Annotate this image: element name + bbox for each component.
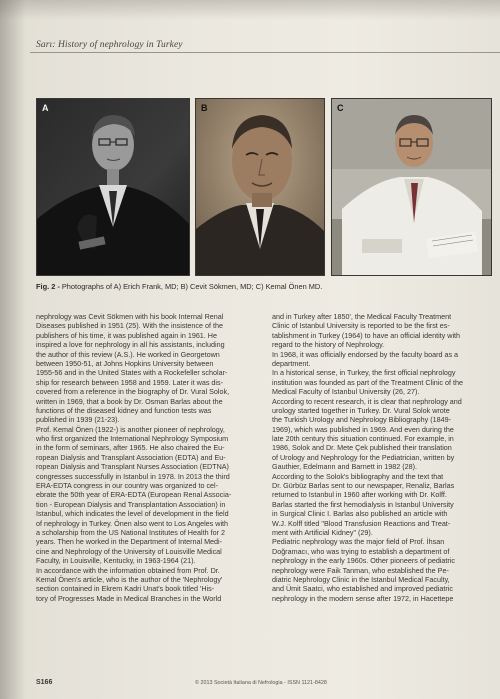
body-text-line: Dr. Gürbüz Barlas sent to our newspaper, Renaliz, Barlas — [272, 481, 455, 491]
body-text-line: In 1968, it was officially endorsed by the faculty board as a — [272, 349, 459, 359]
photo-panel-b — [195, 98, 325, 276]
body-text-line: department. — [272, 358, 311, 368]
panel-letter-a: A — [42, 103, 49, 113]
body-text-line: Gauthier, Edelmann and Barnett in 1982 (28). — [272, 462, 418, 472]
body-column-left — [36, 312, 266, 603]
body-text-line: Clinic of Istanbul University is reported to be the first es- — [272, 321, 450, 331]
panel-letter-b: B — [201, 103, 208, 113]
body-text-line: ropean Dialysis and Transplant Association (EDTA) and Eu- — [36, 452, 226, 462]
body-text-line: Prof. Kemal Önen (1922-) is another pioneer of nephrology, — [36, 424, 225, 434]
body-text-line: nephrology were Faik Tanman, who established the Pe- — [272, 565, 449, 575]
body-text-line: ment with Artificial Kidney" (29). — [272, 527, 373, 537]
body-text-line: years. Then he worked in the Department of Internal Medi- — [36, 537, 223, 547]
body-text-line: the Turkish Urology and Nephrology Bibliography (1849- — [272, 415, 451, 425]
body-text-line: of Urology and Nephrology for the Pediatrician, written by — [272, 452, 455, 462]
page-gutter-shadow — [0, 0, 26, 699]
body-text-line: late 20th century this situation continued. For example, in — [272, 434, 454, 444]
portrait-kemal-onen — [332, 99, 491, 275]
body-text-line: 1986, Solok and Dr. Mete Çek published their translation — [272, 443, 452, 453]
body-text-line: Kemal Önen's article, who is the author of the 'Nephrology' — [36, 574, 223, 584]
body-text-line: functions of the diseased kidney and function tests was — [36, 405, 212, 415]
page-top-shadow — [0, 0, 500, 20]
header-rule — [30, 52, 500, 53]
body-text-line: section contained in Ekrem Kadri Unat's book titled 'His- — [36, 584, 215, 594]
body-text-line: the author of this review (A.S.). He worked in Georgetown — [36, 349, 220, 359]
body-text-line: ERA-EDTA congress in our country was organized to cel- — [36, 481, 219, 491]
body-text-line: published in 1939 (21-23). — [36, 415, 120, 425]
body-text-line: Barlas started the first hemodialysis in Istanbul University — [272, 499, 454, 509]
body-text-line: 1955-56 and in the United States with a Rockefeller scholar- — [36, 368, 228, 378]
body-text-line: diatric Nephrology Clinic in the Istanbul Medical Faculty, — [272, 574, 450, 584]
body-text-line: Diseases published in 1951 (25). With the insistence of the — [36, 321, 223, 331]
body-text-line: Doğramacı, who was trying to establish a department of — [272, 546, 450, 556]
body-text-line: a scholarship from the US National Institutes of Health for 2 — [36, 527, 225, 537]
figure-caption-text: Photographs of A) Erich Frank, MD; B) Cevit Sökmen, MD; C) Kemal Önen MD. — [59, 282, 323, 291]
body-text-line: 1969), which was published in 1969. And even during the — [272, 424, 454, 434]
body-text-line: ropean Dialysis and Transplant Nurses Association (EDTNA) — [36, 462, 229, 472]
body-text-line: covered from a reference in the biography of Dr. Vural Solok, — [36, 387, 230, 397]
body-text-line: regard to the history of Nephrology. — [272, 340, 385, 350]
page-number: S166 — [36, 679, 53, 686]
body-text-line: tablishment in Turkey (1964) to have an official identity with — [272, 330, 461, 340]
body-text-line: ship for research between 1958 and 1959. Later it was dis- — [36, 377, 223, 387]
body-text-line: cine and Nephrology of the University of Louisville Medical — [36, 546, 222, 556]
body-text-line: written in 1969, that a book by Dr. Osman Barlas about the — [36, 396, 223, 406]
body-text-line: In accordance with the information obtained from Prof. Dr. — [36, 565, 220, 575]
body-text-line: returned to Istanbul in 1960 after working with Dr. Kolff. — [272, 490, 447, 500]
body-text-line: Istanbul, which indicates the level of development in the field — [36, 509, 229, 519]
figure-caption-label: Fig. 2 - — [36, 282, 60, 291]
body-text-line: institution was founded as part of the Treatment Clinic of the — [272, 377, 463, 387]
body-text-line: ebrate the 50th year of ERA-EDTA (European Renal Associa- — [36, 490, 232, 500]
photo-panel-c — [331, 98, 492, 276]
body-text-line: Medical Faculty of Istanbul University (26, 27). — [272, 387, 420, 397]
body-text-line: of nephrology in Turkey. Önen also went to Los Angeles with — [36, 518, 229, 528]
panel-letter-c: C — [337, 103, 344, 113]
body-text-line: According to recent research, it is clear that nephrology and — [272, 396, 462, 406]
copyright-notice: © 2013 Società Italiana di Nefrologia - ISSN 1121-8428 — [195, 680, 327, 686]
body-text-line: congresses successfully in Istanbul in 1978. In 2013 the third — [36, 471, 230, 481]
body-text-line: W.J. Kolff titled "Blood Transfusion Reactions and Treat- — [272, 518, 451, 528]
body-text-line: in Surgical Clinic I. Barlas also published an article with — [272, 509, 448, 519]
body-text-line: between 1950-51, at Johns Hopkins University between — [36, 358, 214, 368]
running-head: Sarı: History of nephrology in Turkey — [36, 40, 183, 50]
body-text-line: urology started together in Turkey. Dr. Vural Solok wrote — [272, 405, 450, 415]
body-column-right — [272, 312, 494, 603]
body-text-line: In a historical sense, in Turkey, the first official nephrology — [272, 368, 456, 378]
body-text-line: tion - European Dialysis and Transplantation Association) in — [36, 499, 226, 509]
photo-panel-a — [36, 98, 190, 276]
body-text-line: in the form of seminars, after 1965. He also chaired the Eu- — [36, 443, 225, 453]
body-text-line: Pediatric nephrology was the major field of Prof. İhsan — [272, 537, 445, 547]
body-text-line: and in Turkey after 1850', the Medical Faculty Treatment — [272, 312, 452, 321]
body-text-line: publishers of his time, it was published again in 1961. He — [36, 330, 217, 340]
body-text-line: nephrology in the modern sense after 1972, in Hacettepe — [272, 593, 454, 603]
portrait-erich-frank — [37, 99, 189, 275]
body-text-line: nephrology in the early 1960s. Other pioneers of pediatric — [272, 556, 455, 566]
body-text-line: inspired a love for nephrology in all his assistants, including — [36, 340, 225, 350]
figure-caption — [36, 282, 490, 291]
body-text-line: who first organized the International Nephrology Symposium — [36, 434, 229, 444]
portrait-cevit-sokmen — [196, 99, 324, 275]
body-text-line: Faculty, in Louisville, Kentucky, in 1963-1964 (21). — [36, 556, 196, 566]
body-text-line: According to the Solok's bibliography and the text that — [272, 471, 444, 481]
body-text-line: and Ümit Saatci, who established and improved pediatric — [272, 584, 453, 594]
body-text-line: nephrology was Cevit Sökmen with his book Internal Renal — [36, 312, 224, 321]
body-text-line: tory of Progresses Made in Medical Branches in the World — [36, 593, 222, 603]
